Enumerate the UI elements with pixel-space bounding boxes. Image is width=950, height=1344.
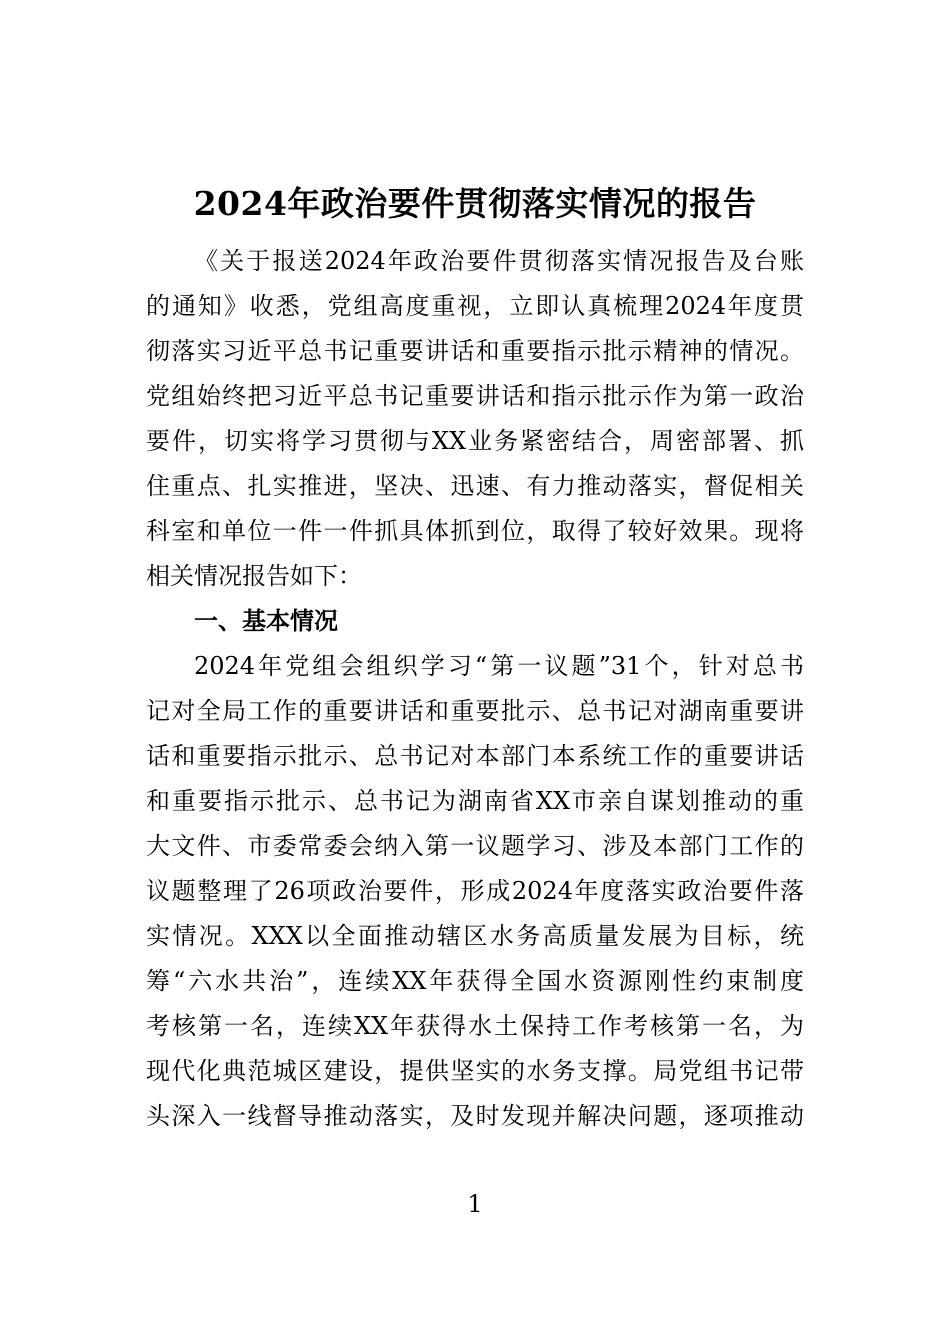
intro-line-6: 住重点、扎实推进，坚决、迅速、有力推动落实，督促相关 <box>146 472 804 500</box>
intro-line-2: 的通知》收悉，党组高度重视，立即认真梳理2024年度贯 <box>146 292 804 320</box>
section-line-6: 议题整理了26项政治要件，形成2024年度落实政治要件落 <box>146 877 804 905</box>
section-line-10: 现代化典范城区建设，提供坚实的水务支撑。局党组书记带 <box>146 1057 804 1085</box>
section-line-8: 筹“六水共治”，连续XX年获得全国水资源刚性约束制度 <box>146 967 804 995</box>
section-line-3: 话和重要指示批示、总书记对本部门本系统工作的重要讲话 <box>146 742 804 770</box>
intro-line-3: 彻落实习近平总书记重要讲话和重要指示批示精神的情况。 <box>146 337 804 365</box>
section-heading: 一、基本情况 <box>194 607 338 635</box>
section-line-7: 实情况。XXX以全面推动辖区水务高质量发展为目标，统 <box>146 922 804 950</box>
section-line-4: 和重要指示批示、总书记为湖南省XX市亲自谋划推动的重 <box>146 787 804 815</box>
intro-line-1: 《关于报送2024年政治要件贯彻落实情况报告及台账 <box>194 247 804 275</box>
section-line-5: 大文件、市委常委会纳入第一议题学习、涉及本部门工作的 <box>146 832 804 860</box>
intro-line-5: 要件，切实将学习贯彻与XX业务紧密结合，周密部署、抓 <box>146 427 804 455</box>
section-line-11: 头深入一线督导推动落实，及时发现并解决问题，逐项推动 <box>146 1102 804 1130</box>
page-number: 1 <box>467 1190 483 1218</box>
intro-line-8: 相关情况报告如下： <box>146 562 362 590</box>
section-line-1: 2024年党组会组织学习“第一议题”31个，针对总书 <box>194 652 804 680</box>
intro-line-4: 党组始终把习近平总书记重要讲话和指示批示作为第一政治 <box>146 382 804 410</box>
document-title: 2024年政治要件贯彻落实情况的报告 <box>193 184 757 223</box>
section-line-9: 考核第一名，连续XX年获得水土保持工作考核第一名，为 <box>146 1012 804 1040</box>
intro-line-7: 科室和单位一件一件抓具体抓到位，取得了较好效果。现将 <box>146 517 804 545</box>
section-line-2: 记对全局工作的重要讲话和重要批示、总书记对湖南重要讲 <box>146 697 804 725</box>
